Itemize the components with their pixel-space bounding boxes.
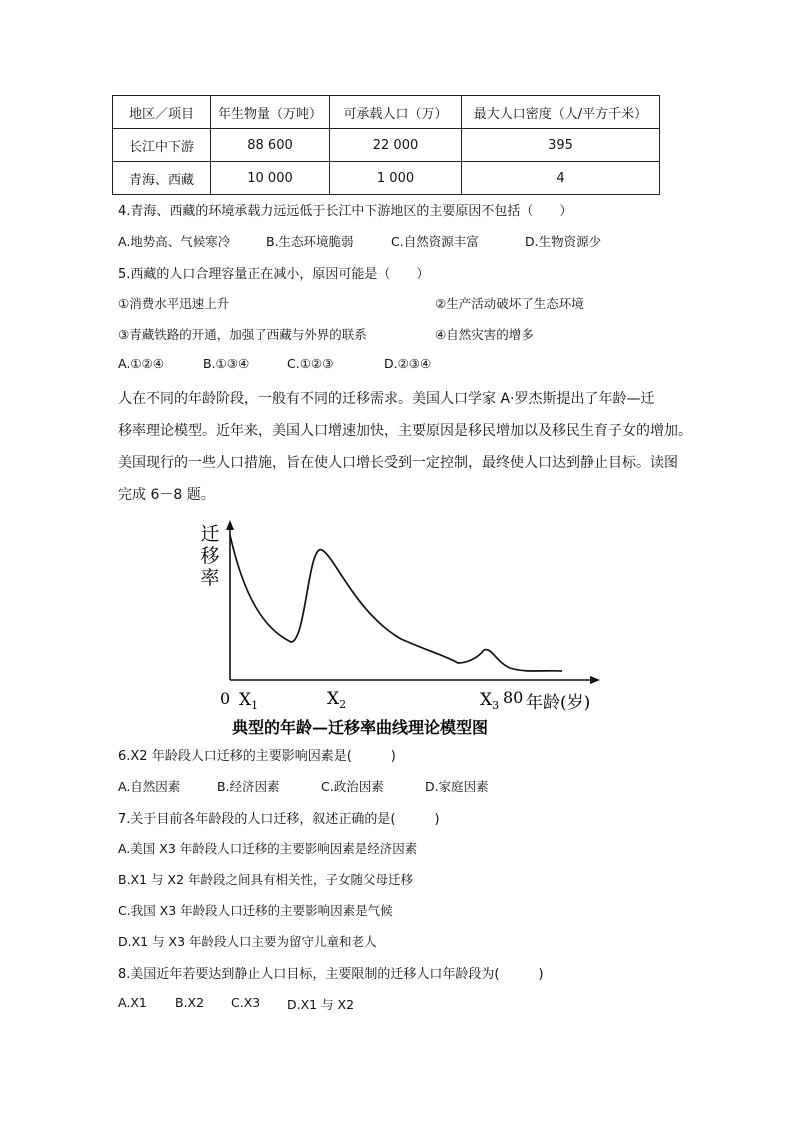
q5-option-b: B.①③④ xyxy=(203,356,250,371)
table-header-cell: 地区／项目 xyxy=(113,96,211,129)
q5-option-c: C.①②③ xyxy=(287,356,334,371)
x-tick-label-x2: $X_2$ xyxy=(327,689,347,711)
q5-item-3: ③青藏铁路的开通，加强了西藏与外界的联系 xyxy=(118,327,367,342)
q4-option-c: C.自然资源丰富 xyxy=(391,234,479,249)
table-cell: 青海、西藏 xyxy=(113,162,211,195)
q8-option-d: D.X1 与 X2 xyxy=(287,997,355,1012)
q8-option-c: C.X3 xyxy=(231,995,261,1010)
origin-label: 0 xyxy=(220,689,231,708)
table-cell: 长江中下游 xyxy=(113,129,211,162)
q8-stem: 8.美国近年若要达到静止人口目标，主要限制的迁移人口年龄段为( ) xyxy=(118,967,544,982)
table-header-cell: 可承载人口（万） xyxy=(330,96,462,129)
table-cell: 4 xyxy=(462,162,660,195)
y-axis-label-char: 迁 xyxy=(200,523,220,545)
q4-stem: 4.青海、西藏的环境承载力远远低于长江中下游地区的主要原因不包括（ ） xyxy=(118,204,573,219)
q8-option-a: A.X1 xyxy=(118,995,147,1010)
q8-option-b: B.X2 xyxy=(175,995,205,1010)
x-tick-label-x3: $X_3$ xyxy=(480,690,500,712)
q5-stem: 5.西藏的人口合理容量正在减小，原因可能是（ ） xyxy=(118,267,430,282)
x-axis-arrow xyxy=(590,676,600,684)
passage-line: 移率理论模型。近年来，美国人口增速加快，主要原因是移民增加以及移民生育子女的增加。 xyxy=(118,423,692,439)
q6-stem: 6.X2 年龄段人口迁移的主要影响因素是( ) xyxy=(118,749,396,764)
table-row xyxy=(113,162,660,195)
y-axis-label-char: 移 xyxy=(200,545,220,567)
passage-line: 人在不同的年龄阶段，一般有不同的迁移需求。美国人口学家 A·罗杰斯提出了年龄—迁 xyxy=(118,391,655,407)
q7-option-c: C.我国 X3 年龄段人口迁移的主要影响因素是气候 xyxy=(118,903,393,918)
q5-item-4: ④自然灾害的增多 xyxy=(435,327,534,342)
q6-option-c: C.政治因素 xyxy=(321,779,384,794)
passage-line: 美国现行的一些人口措施，旨在使人口增长受到一定控制，最终使人口达到静止目标。读图 xyxy=(118,455,678,471)
table-cell: 1 000 xyxy=(330,162,462,195)
q6-option-a: A.自然因素 xyxy=(118,779,181,794)
q7-option-a: A.美国 X3 年龄段人口迁移的主要影响因素是经济因素 xyxy=(118,841,418,856)
q5-option-d: D.②③④ xyxy=(384,356,432,371)
age-migration-chart xyxy=(196,517,606,742)
data-table xyxy=(112,95,660,195)
chart-title: 典型的年龄—迁移率曲线理论模型图 xyxy=(232,718,489,737)
q4-option-d: D.生物资源少 xyxy=(525,234,602,249)
table-cell: 88 600 xyxy=(211,129,330,162)
table-row xyxy=(113,129,660,162)
x-tick-label-80: 80 xyxy=(503,688,524,707)
table-header-cell: 年生物量（万吨） xyxy=(211,96,330,129)
x-axis-label: 年龄(岁) xyxy=(526,693,591,713)
table-cell: 22 000 xyxy=(330,129,462,162)
q5-item-2: ②生产活动破坏了生态环境 xyxy=(435,296,584,311)
table-cell: 395 xyxy=(462,129,660,162)
table-header-cell: 最大人口密度（人/平方千米） xyxy=(462,96,660,129)
q4-option-b: B.生态环境脆弱 xyxy=(266,234,354,249)
y-axis-label-char: 率 xyxy=(200,567,220,589)
q4-option-a: A.地势高、气候寒冷 xyxy=(118,234,231,249)
q6-option-b: B.经济因素 xyxy=(217,779,280,794)
y-axis-arrow xyxy=(226,520,234,530)
table-cell: 10 000 xyxy=(211,162,330,195)
passage-line: 完成 6－8 题。 xyxy=(118,487,215,503)
q7-option-d: D.X1 与 X3 年龄段人口主要为留守儿童和老人 xyxy=(118,934,377,949)
q5-item-1: ①消费水平迅速上升 xyxy=(118,296,230,311)
q6-option-d: D.家庭因素 xyxy=(425,779,489,794)
q5-option-a: A.①②④ xyxy=(118,356,164,371)
x-tick-label-x1: $X_1$ xyxy=(239,690,259,712)
table-header-row xyxy=(113,96,660,129)
migration-rate-curve xyxy=(230,535,562,671)
q7-option-b: B.X1 与 X2 年龄段之间具有相关性，子女随父母迁移 xyxy=(118,872,414,887)
q7-stem: 7.关于目前各年龄段的人口迁移，叙述正确的是( ) xyxy=(118,812,440,827)
